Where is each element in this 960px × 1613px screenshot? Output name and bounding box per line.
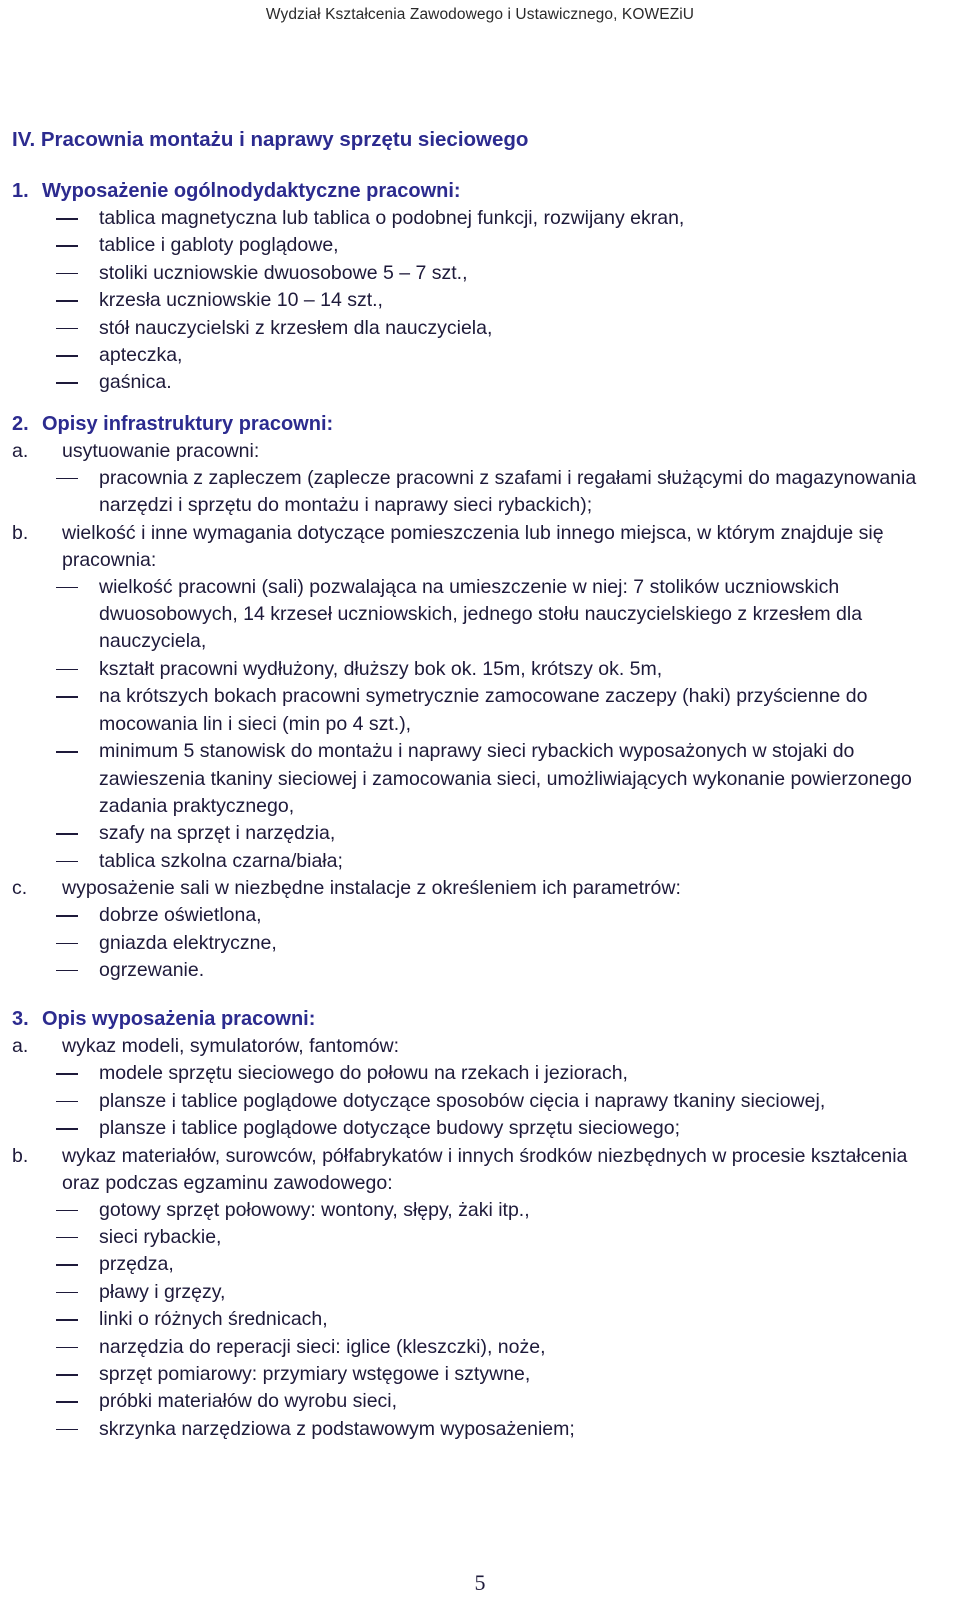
dash-bullet-icon xyxy=(56,587,78,589)
list-item: pracownia z zapleczem (zaplecze pracowni z szafami i regałami służącymi do magazynowania narzędzi i sprzętu do montażu i naprawy sieci rybackich); xyxy=(12,465,942,520)
dash-bullet-icon xyxy=(56,669,78,671)
dash-bullet-icon xyxy=(56,1429,78,1431)
dash-bullet-icon xyxy=(56,355,78,357)
list-item: sprzęt pomiarowy: przymiary wstęgowe i sztywne, xyxy=(12,1361,942,1388)
list-item: gniazda elektryczne, xyxy=(12,930,942,957)
list-item: gotowy sprzęt połowowy: wontony, słępy, żaki itp., xyxy=(12,1197,942,1224)
section-2-heading xyxy=(12,411,942,438)
dash-bullet-icon xyxy=(56,1237,78,1239)
list-item: minimum 5 stanowisk do montażu i naprawy sieci rybackich wyposażonych w stojaki do zawieszenia tkaniny sieciowej i zamocowania sieci, umożliwiających wykonanie powierzonego zadania praktycznego, xyxy=(12,738,942,820)
dash-bullet-icon xyxy=(56,478,78,480)
list-item: tablica magnetyczna lub tablica o podobnej funkcji, rozwijany ekran, xyxy=(12,205,942,232)
dash-bullet-icon xyxy=(56,218,78,220)
list-item: tablice i gabloty poglądowe, xyxy=(12,232,942,259)
subsection-2c xyxy=(12,875,942,902)
dash-bullet-icon xyxy=(56,1128,78,1130)
list-item: apteczka, xyxy=(12,342,942,369)
subsection-2a xyxy=(12,438,942,465)
subsection-text: wielkość i inne wymagania dotyczące pomieszczenia lub innego miejsca, w którym znajduje się pracownia: xyxy=(62,521,884,571)
section-1-list xyxy=(12,205,942,397)
list-item: tablica szkolna czarna/biała; xyxy=(12,848,942,875)
list-item: linki o różnych średnicach, xyxy=(12,1306,942,1333)
subsection-text: wykaz materiałów, surowców, półfabrykatów i innych środków niezbędnych w procesie kształcenia oraz podczas egzaminu zawodowego: xyxy=(62,1144,908,1194)
subsection-label: a. xyxy=(12,439,29,462)
subsection-3b xyxy=(12,1143,942,1197)
list-item: sieci rybackie, xyxy=(12,1224,942,1251)
section-number: 1. xyxy=(12,180,29,202)
dash-bullet-icon xyxy=(56,1374,78,1376)
list-item: skrzynka narzędziowa z podstawowym wyposażeniem; xyxy=(12,1416,942,1443)
subsection-text: wyposażenie sali w niezbędne instalacje z określeniem ich parametrów: xyxy=(62,877,681,900)
dash-bullet-icon xyxy=(56,1210,78,1212)
dash-bullet-icon xyxy=(56,1347,78,1349)
dash-bullet-icon xyxy=(56,1101,78,1103)
dash-bullet-icon xyxy=(56,833,78,835)
list-item: próbki materiałów do wyrobu sieci, xyxy=(12,1388,942,1415)
section-title: Wyposażenie ogólnodydaktyczne pracowni: xyxy=(42,180,461,202)
section-3-heading xyxy=(12,1006,942,1033)
dash-bullet-icon xyxy=(56,915,78,917)
dash-bullet-icon xyxy=(56,861,78,863)
dash-bullet-icon xyxy=(56,245,78,247)
dash-bullet-icon xyxy=(56,382,78,384)
list-item: narzędzia do reperacji sieci: iglice (kleszczki), noże, xyxy=(12,1334,942,1361)
list-item: pławy i grzęzy, xyxy=(12,1279,942,1306)
dash-bullet-icon xyxy=(56,943,78,945)
dash-bullet-icon xyxy=(56,328,78,330)
dash-bullet-icon xyxy=(56,970,78,972)
list-item: stół nauczycielski z krzesłem dla nauczyciela, xyxy=(12,315,942,342)
list-item: plansze i tablice poglądowe dotyczące sposobów cięcia i naprawy tkaniny sieciowej, xyxy=(12,1088,942,1115)
subsection-3a xyxy=(12,1033,942,1060)
subsection-label: c. xyxy=(12,877,28,900)
subsection-text: wykaz modeli, symulatorów, fantomów: xyxy=(62,1035,400,1058)
list-item: na krótszych bokach pracowni symetrycznie zamocowane zaczepy (haki) przyścienne do mocowania lin i sieci (min po 4 szt.), xyxy=(12,683,942,738)
section-1-heading xyxy=(12,178,942,205)
list-item: szafy na sprzęt i narzędzia, xyxy=(12,820,942,847)
list-item: wielkość pracowni (sali) pozwalająca na umieszczenie w niej: 7 stolików uczniowskich dwuosobowych, 14 krzeseł uczniowskich, jednego stołu nauczycielskiego z krzesłem dla nauczyciela, xyxy=(12,574,942,656)
subsection-2b xyxy=(12,520,942,574)
chapter-title: IV. Pracownia montażu i naprawy sprzętu sieciowego xyxy=(12,128,529,151)
dash-bullet-icon xyxy=(56,1292,78,1294)
list-item: stoliki uczniowskie dwuosobowe 5 – 7 szt., xyxy=(12,260,942,287)
list-item: krzesła uczniowskie 10 – 14 szt., xyxy=(12,287,942,314)
list-item: plansze i tablice poglądowe dotyczące budowy sprzętu sieciowego; xyxy=(12,1115,942,1142)
dash-bullet-icon xyxy=(56,1073,78,1075)
dash-bullet-icon xyxy=(56,1401,78,1403)
subsection-text: usytuowanie pracowni: xyxy=(62,439,260,462)
dash-bullet-icon xyxy=(56,1319,78,1321)
document-body xyxy=(12,126,942,1443)
dash-bullet-icon xyxy=(56,1264,78,1266)
subsection-label: b. xyxy=(12,1144,29,1167)
list-item: kształt pracowni wydłużony, dłuższy bok ok. 15m, krótszy ok. 5m, xyxy=(12,656,942,683)
list-item: przędza, xyxy=(12,1251,942,1278)
section-number: 3. xyxy=(12,1008,29,1031)
section-3 xyxy=(12,1006,942,1443)
dash-bullet-icon xyxy=(56,751,78,753)
section-title: Opis wyposażenia pracowni: xyxy=(42,1008,316,1031)
list-item: modele sprzętu sieciowego do połowu na rzekach i jeziorach, xyxy=(12,1060,942,1087)
page-header: Wydział Kształcenia Zawodowego i Ustawicznego, KOWEZiU xyxy=(265,6,695,23)
section-2 xyxy=(12,411,942,985)
section-title: Opisy infrastruktury pracowni: xyxy=(42,412,334,435)
subsection-label: b. xyxy=(12,521,29,544)
list-item: dobrze oświetlona, xyxy=(12,902,942,929)
dash-bullet-icon xyxy=(56,273,78,275)
section-number: 2. xyxy=(12,412,29,435)
page-number: 5 xyxy=(474,1570,486,1595)
dash-bullet-icon xyxy=(56,696,78,698)
subsection-label: a. xyxy=(12,1035,29,1058)
section-1 xyxy=(12,178,942,397)
dash-bullet-icon xyxy=(56,300,78,302)
list-item: ogrzewanie. xyxy=(12,957,942,984)
list-item: gaśnica. xyxy=(12,369,942,396)
